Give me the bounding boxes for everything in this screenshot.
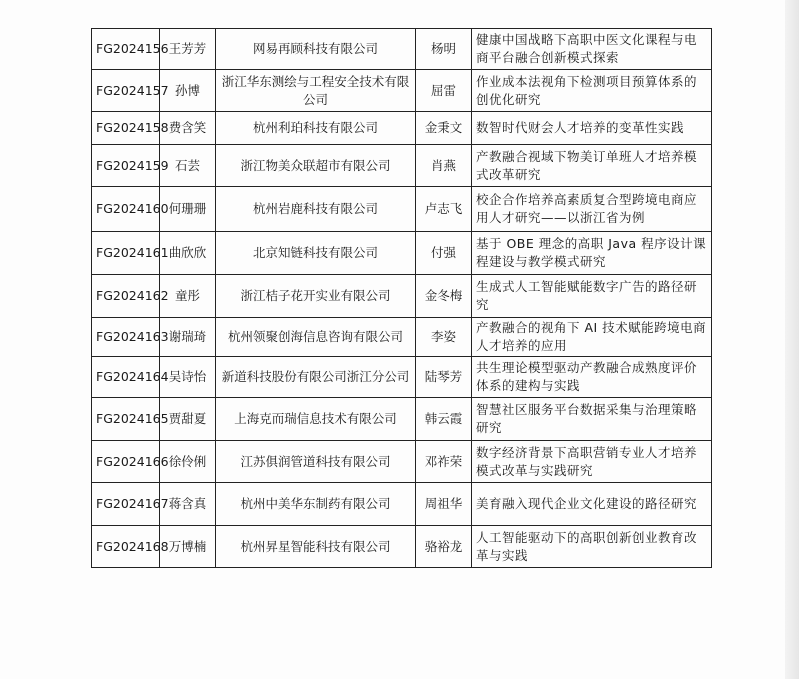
applicant-name-cell: 何珊珊: [160, 187, 216, 232]
table-row: [92, 483, 712, 526]
table-row: [92, 145, 712, 187]
advisor-name-cell: 金冬梅: [416, 275, 472, 318]
project-code-cell: FG2024162: [92, 275, 160, 318]
table-row: [92, 232, 712, 275]
company-name-cell: 浙江桔子花开实业有限公司: [216, 275, 416, 318]
company-name-cell: 北京知链科技有限公司: [216, 232, 416, 275]
project-code-cell: FG2024156: [92, 29, 160, 70]
company-name-cell: 杭州领聚创海信息咨询有限公司: [216, 318, 416, 357]
table-row: [92, 275, 712, 318]
project-title-cell: 产教融合的视角下 AI 技术赋能跨境电商人才培养的应用: [472, 318, 712, 357]
company-name-cell: 杭州中美华东制药有限公司: [216, 483, 416, 526]
applicant-name-cell: 徐伶俐: [160, 441, 216, 483]
table-row: [92, 70, 712, 112]
page-edge-shadow: [785, 0, 799, 679]
table-row: [92, 29, 712, 70]
applicant-name-cell: 贾甜夏: [160, 398, 216, 441]
company-name-cell: 上海克而瑞信息技术有限公司: [216, 398, 416, 441]
advisor-name-cell: 付强: [416, 232, 472, 275]
project-code-cell: FG2024166: [92, 441, 160, 483]
company-name-cell: 杭州利珀科技有限公司: [216, 112, 416, 145]
advisor-name-cell: 韩云霞: [416, 398, 472, 441]
project-title-cell: 生成式人工智能赋能数字广告的路径研究: [472, 275, 712, 318]
advisor-name-cell: 金秉文: [416, 112, 472, 145]
applicant-name-cell: 谢瑞琦: [160, 318, 216, 357]
project-code-cell: FG2024161: [92, 232, 160, 275]
project-title-cell: 校企合作培养高素质复合型跨境电商应用人才研究——以浙江省为例: [472, 187, 712, 232]
project-title-cell: 数智时代财会人才培养的变革性实践: [472, 112, 712, 145]
project-title-cell: 智慧社区服务平台数据采集与治理策略研究: [472, 398, 712, 441]
applicant-name-cell: 王芳芳: [160, 29, 216, 70]
company-name-cell: 网易再顾科技有限公司: [216, 29, 416, 70]
table-row: [92, 398, 712, 441]
advisor-name-cell: 骆裕龙: [416, 526, 472, 568]
applicant-name-cell: 吴诗怡: [160, 357, 216, 398]
applicant-name-cell: 童彤: [160, 275, 216, 318]
company-name-cell: 新道科技股份有限公司浙江分公司: [216, 357, 416, 398]
project-code-cell: FG2024165: [92, 398, 160, 441]
applicant-name-cell: 蒋含真: [160, 483, 216, 526]
project-code-cell: FG2024157: [92, 70, 160, 112]
table-row: [92, 112, 712, 145]
company-name-cell: 浙江华东测绘与工程安全技术有限公司: [216, 70, 416, 112]
project-table-body: [92, 29, 712, 568]
company-name-cell: 杭州昇星智能科技有限公司: [216, 526, 416, 568]
advisor-name-cell: 卢志飞: [416, 187, 472, 232]
advisor-name-cell: 周祖华: [416, 483, 472, 526]
table-row: [92, 318, 712, 357]
project-code-cell: FG2024167: [92, 483, 160, 526]
project-title-cell: 数字经济背景下高职营销专业人才培养模式改革与实践研究: [472, 441, 712, 483]
table-row: [92, 441, 712, 483]
project-table: [91, 28, 712, 568]
project-title-cell: 基于 OBE 理念的高职 Java 程序设计课程建设与教学模式研究: [472, 232, 712, 275]
advisor-name-cell: 邓祚荣: [416, 441, 472, 483]
project-title-cell: 共生理论模型驱动产教融合成熟度评价体系的建构与实践: [472, 357, 712, 398]
project-code-cell: FG2024160: [92, 187, 160, 232]
advisor-name-cell: 屈雷: [416, 70, 472, 112]
applicant-name-cell: 孙博: [160, 70, 216, 112]
advisor-name-cell: 陆琴芳: [416, 357, 472, 398]
project-title-cell: 人工智能驱动下的高职创新创业教育改革与实践: [472, 526, 712, 568]
project-code-cell: FG2024158: [92, 112, 160, 145]
project-code-cell: FG2024164: [92, 357, 160, 398]
project-code-cell: FG2024159: [92, 145, 160, 187]
project-title-cell: 产教融合视域下物美订单班人才培养模式改革研究: [472, 145, 712, 187]
advisor-name-cell: 杨明: [416, 29, 472, 70]
applicant-name-cell: 石芸: [160, 145, 216, 187]
company-name-cell: 江苏俱润管道科技有限公司: [216, 441, 416, 483]
project-code-cell: FG2024163: [92, 318, 160, 357]
applicant-name-cell: 费含笑: [160, 112, 216, 145]
project-title-cell: 作业成本法视角下检测项目预算体系的创优化研究: [472, 70, 712, 112]
applicant-name-cell: 万博楠: [160, 526, 216, 568]
project-title-cell: 健康中国战略下高职中医文化课程与电商平台融合创新模式探索: [472, 29, 712, 70]
table-row: [92, 187, 712, 232]
company-name-cell: 浙江物美众联超市有限公司: [216, 145, 416, 187]
applicant-name-cell: 曲欣欣: [160, 232, 216, 275]
project-code-cell: FG2024168: [92, 526, 160, 568]
table-row: [92, 357, 712, 398]
advisor-name-cell: 肖燕: [416, 145, 472, 187]
advisor-name-cell: 李姿: [416, 318, 472, 357]
company-name-cell: 杭州岩鹿科技有限公司: [216, 187, 416, 232]
project-title-cell: 美育融入现代企业文化建设的路径研究: [472, 483, 712, 526]
table-row: [92, 526, 712, 568]
